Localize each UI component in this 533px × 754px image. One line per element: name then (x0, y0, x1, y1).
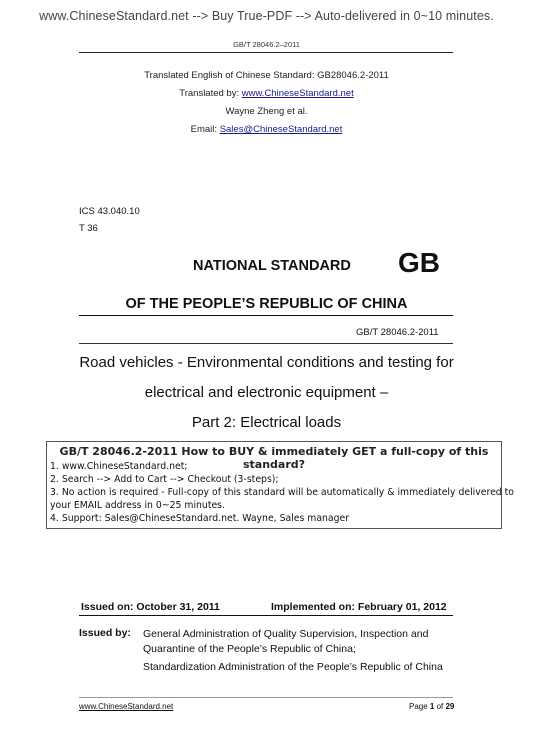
header-divider (79, 52, 453, 53)
email-line (0, 124, 533, 135)
title-divider (79, 343, 453, 344)
header-standard-code: GB/T 28046.2–2011 (233, 40, 300, 49)
ics-code: ICS 43.040.10 (79, 206, 140, 217)
heading-divider (79, 315, 453, 316)
translated-by-line (0, 88, 533, 99)
email-link[interactable]: Sales@ChineseStandard.net (219, 124, 343, 135)
page-of: of (434, 702, 446, 711)
issuer-line-3: Standardization Administration of the People’s Republic of China (143, 661, 443, 673)
page-total: 29 (445, 702, 455, 711)
issuer-line-2: Quarantine of the People’s Republic of China; (143, 643, 356, 655)
email-label: Email: (190, 124, 220, 135)
footer-link-text[interactable]: www.ChineseStandard.net (79, 702, 174, 711)
buy-step-3: 3. No action is required - Full-copy of this standard will be automatically & immediately delivered to (50, 487, 514, 498)
footer-divider (79, 697, 453, 698)
buy-step-3-continued: your EMAIL address in 0~25 minutes. (50, 500, 225, 511)
translated-by-label: Translated by: (179, 88, 242, 99)
page-current: 1 (429, 702, 435, 711)
buy-info-box (46, 441, 514, 529)
t-code: T 36 (79, 223, 98, 234)
dates-divider (79, 615, 453, 616)
issuer-line-1: General Administration of Quality Supervision, Inspection and (143, 628, 429, 640)
translation-line: Translated English of Chinese Standard: GB28046.2-2011 (144, 70, 389, 81)
page-prefix: Page (409, 702, 430, 711)
translator-site-link[interactable]: www.ChineseStandard.net (241, 88, 354, 99)
implemented-on-date: Implemented on: February 01, 2012 (271, 601, 447, 613)
standard-number: GB/T 28046.2-2011 (356, 327, 439, 338)
buy-step-4: 4. Support: Sales@ChineseStandard.net. Wayne, Sales manager (50, 513, 350, 524)
issued-on-date: Issued on: October 31, 2011 (81, 601, 220, 613)
title-line-2: electrical and electronic equipment – (144, 384, 389, 401)
page-indicator (409, 702, 454, 711)
buy-step-2: 2. Search --> Add to Cart --> Checkout (3-steps); (50, 474, 279, 485)
prc-heading: OF THE PEOPLE’S REPUBLIC OF CHINA (125, 296, 408, 312)
issued-by-label: Issued by: (79, 627, 131, 639)
gb-mark: GB (398, 247, 440, 278)
footer-site-link[interactable] (79, 702, 173, 711)
title-line-1: Road vehicles - Environmental conditions and testing for (79, 354, 454, 371)
national-standard-heading: NATIONAL STANDARD (193, 258, 351, 274)
buy-step-1: 1. www.ChineseStandard.net; (50, 461, 188, 472)
top-banner: www.ChineseStandard.net --> Buy True-PDF --> Auto-delivered in 0~10 minutes. (39, 9, 494, 23)
buy-box-title: GB/T 28046.2-2011 How to BUY & immediately GET a full-copy of this standard? (59, 445, 489, 471)
translator-name: Wayne Zheng et al. (225, 106, 308, 117)
title-line-3: Part 2: Electrical loads (191, 414, 342, 431)
